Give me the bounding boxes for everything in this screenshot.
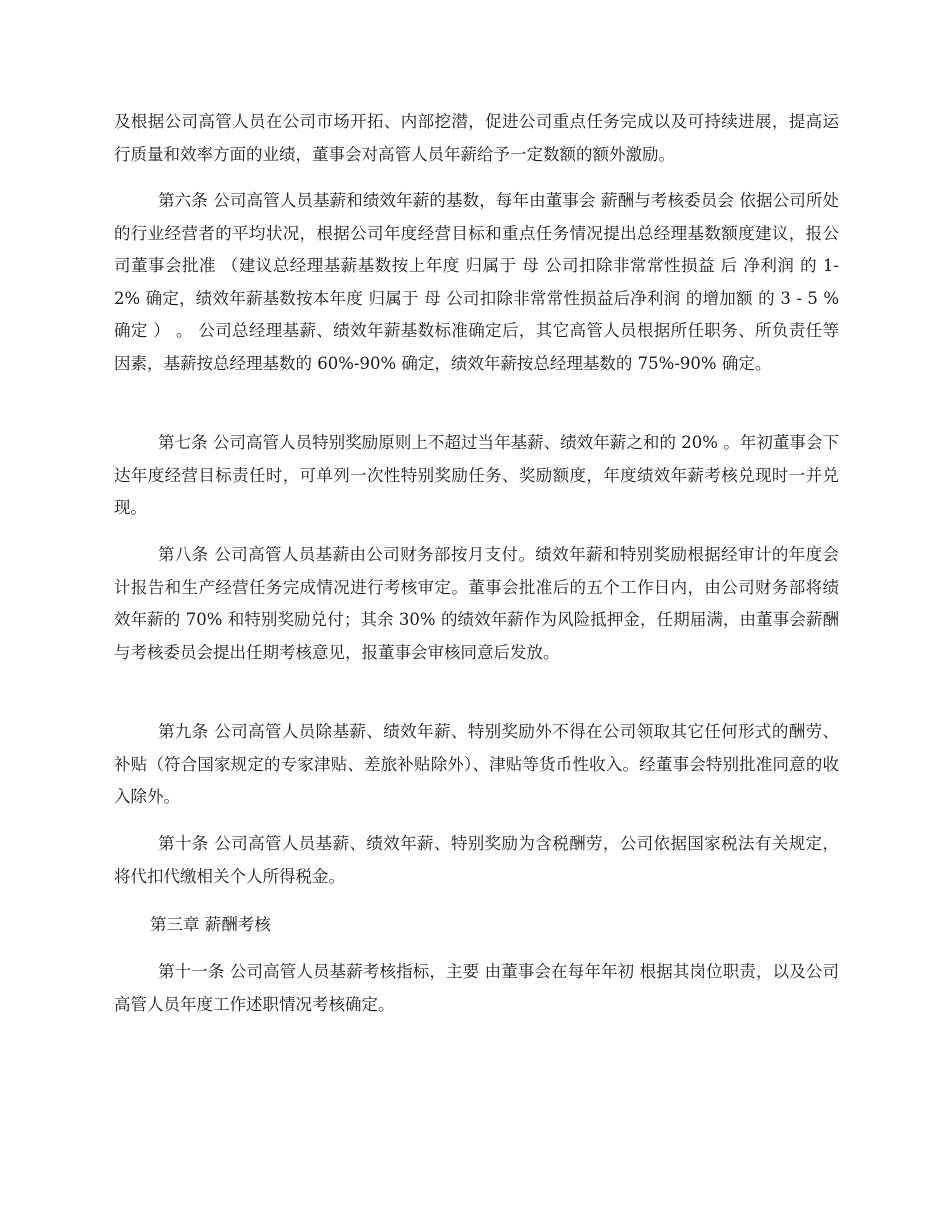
paragraph-article-11: 第十一条 公司高管人员基薪考核指标，主要 由董事会在每年年初 根据其岗位职责，以及公司高管人员年度工作述职情况考核确定。 xyxy=(114,962,839,1014)
paragraph-article-8: 第八条 公司高管人员基薪由公司财务部按月支付。绩效年薪和特别奖励根据经审计的年度会计报告和生产经营任务完成情况进行考核审定。董事会批准后的五个工作日内，由公司财务部将绩效年薪的 70% 和特别奖励兑付；其余 30% 的绩效年薪作为风险抵押金，任期届满，由董事会薪酬与考核委员会提出任期考核意见，报董事会审核同意后发放。 xyxy=(114,545,839,662)
paragraph-article-7: 第七条 公司高管人员特别奖励原则上不超过当年基薪、绩效年薪之和的 20% 。年初董事会下达年度经营目标责任时，可单列一次性特别奖励任务、奖励额度，年度绩效年薪考核兑现时一并兑现。 xyxy=(114,433,839,517)
paragraph-continuation: 及根据公司高管人员在公司市场开拓、内部挖潜，促进公司重点任务完成以及可持续进展，提高运行质量和效率方面的业绩，董事会对高管人员年薪给予一定数额的额外激励。 xyxy=(114,112,839,164)
paragraph-article-10: 第十条 公司高管人员基薪、绩效年薪、特别奖励为含税酬劳，公司依据国家税法有关规定，将代扣代缴相关个人所得税金。 xyxy=(114,834,839,886)
chapter-heading: 第三章 薪酬考核 xyxy=(150,915,271,934)
paragraph-article-9: 第九条 公司高管人员除基薪、绩效年薪、特别奖励外不得在公司领取其它任何形式的酬劳、补贴（符合国家规定的专家津贴、差旅补贴除外）、津贴等货币性收入。经董事会特别批准同意的收入除外。 xyxy=(114,722,839,806)
paragraph-article-6: 第六条 公司高管人员基薪和绩效年薪的基数，每年由董事会 薪酬与考核委员会 依据公司所处的行业经营者的平均状况，根据公司年度经营目标和重点任务情况提出总经理基数额度建议，报公司董事会批准 （建议总经理基薪基数按上年度 归属于 母 公司扣除非常常性损益 后 净利润 的 1-2% 确定，绩效年薪基数按本年度 归属于 母 公司扣除非常常性损益后净利润 的增加额 的 3 - 5 % 确定 ） 。 公司总经理基薪、绩效年薪基数标准确定后，其它高管人员根据所任职务、所负责任等因素，基薪按总经理基数的 60%-90% 确定，绩效年薪按总经理基数的 75%-90% 确定。 xyxy=(114,191,839,373)
